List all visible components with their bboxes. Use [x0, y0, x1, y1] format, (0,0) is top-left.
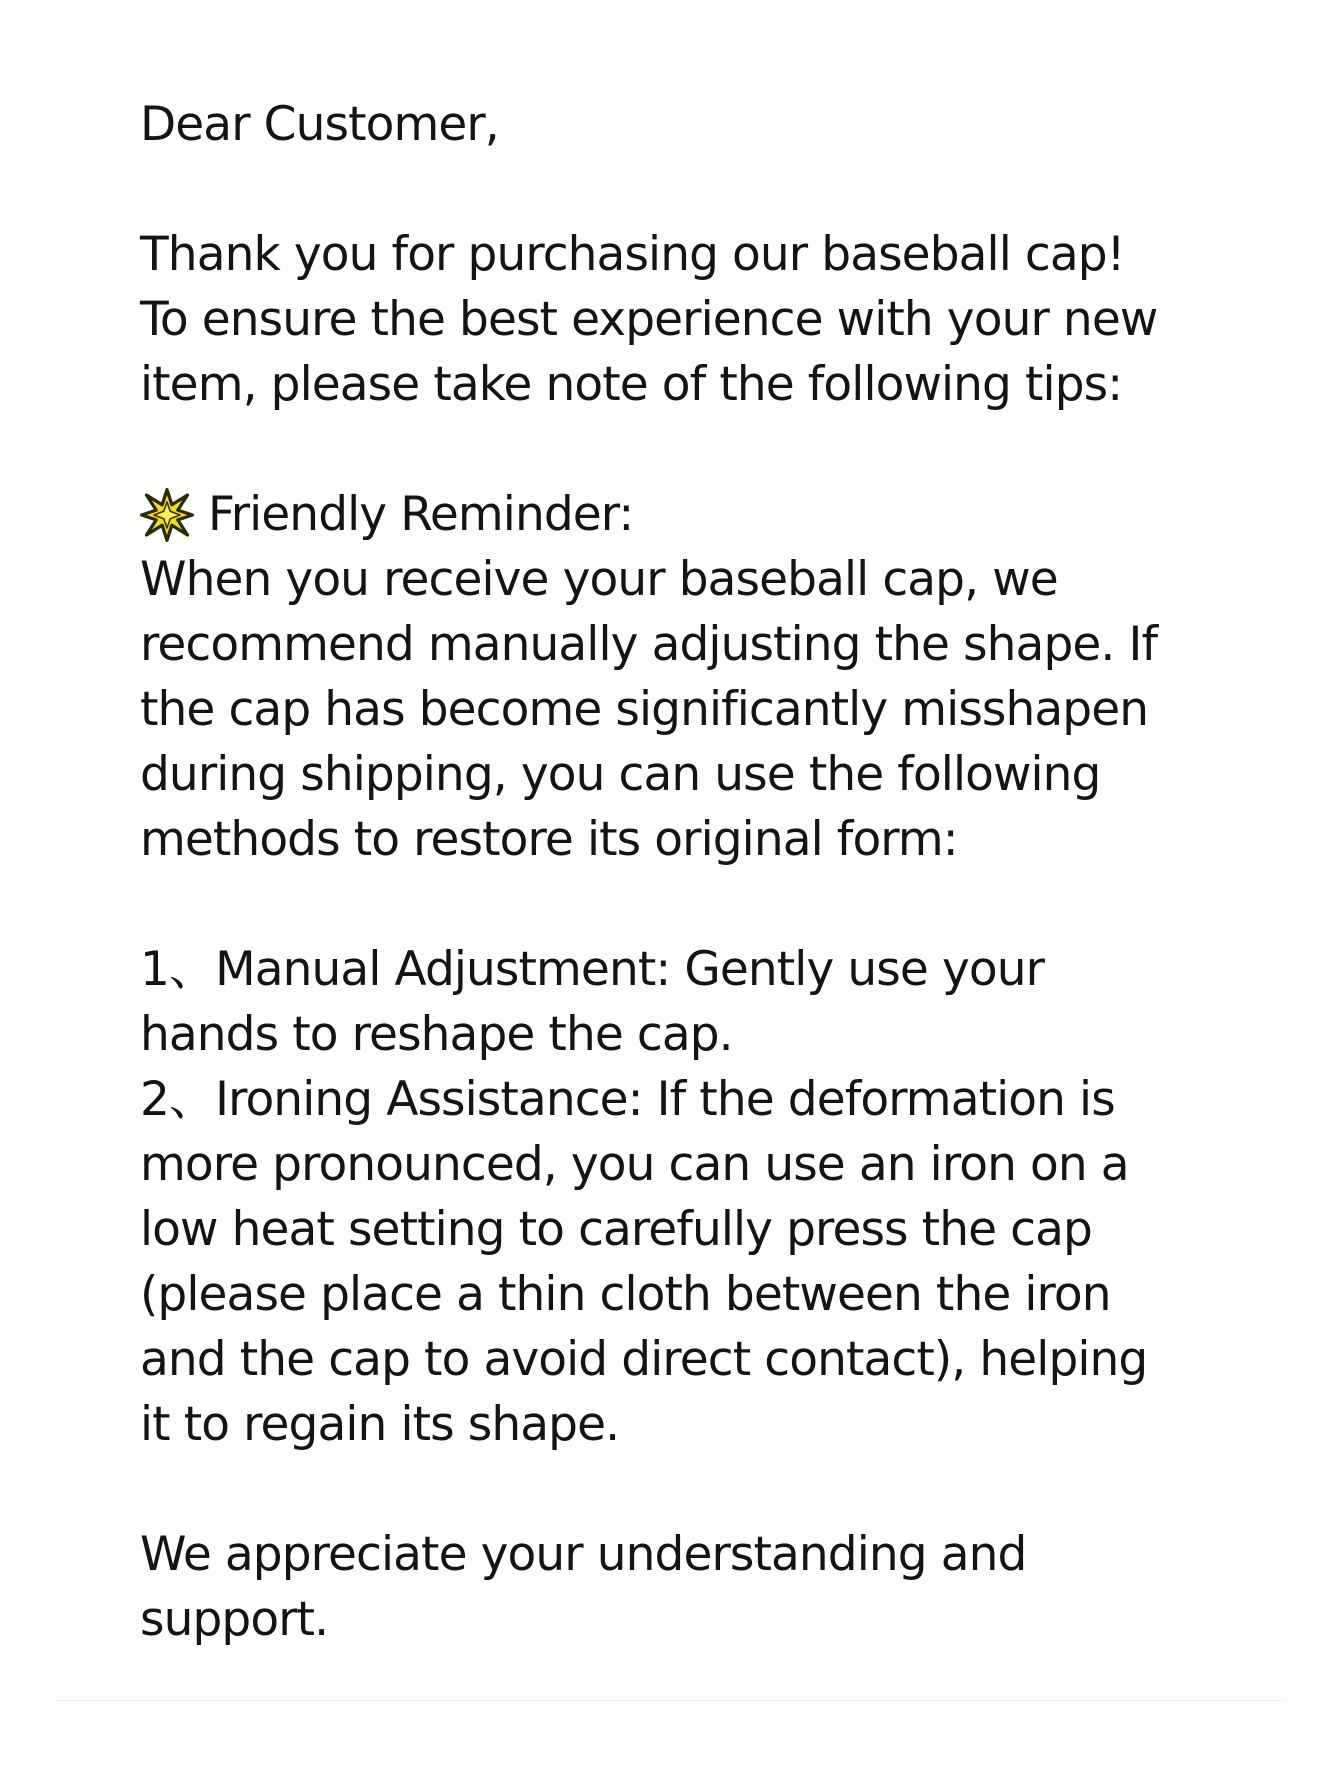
- intro-line: Thank you for purchasing our baseball cap!: [140, 227, 1125, 282]
- letter-body: [140, 92, 1220, 1652]
- tip-ironing-assistance: [140, 1067, 1220, 1457]
- reminder-line: during shipping, you can use the following: [140, 747, 1101, 802]
- greeting: Dear Customer,: [140, 97, 499, 152]
- tip-line: more pronounced, you can use an iron on a: [140, 1137, 1129, 1192]
- paragraph-gap: [140, 157, 1220, 222]
- tip-line: (please place a thin cloth between the iron: [140, 1267, 1111, 1322]
- paragraph-gap: [140, 872, 1220, 937]
- tip-manual-adjustment: [140, 937, 1220, 1067]
- sparkle-star-icon: [140, 488, 194, 542]
- intro-line: item, please take note of the following tips:: [140, 357, 1123, 412]
- intro-paragraph: [140, 222, 1220, 417]
- reminder-section: [140, 482, 1220, 872]
- intro-line: To ensure the best experience with your new: [140, 292, 1158, 347]
- reminder-line: the cap has become significantly misshapen: [140, 682, 1149, 737]
- tip-line: and the cap to avoid direct contact), helping: [140, 1332, 1148, 1387]
- tip-line: hands to reshape the cap.: [140, 1007, 733, 1062]
- reminder-line: recommend manually adjusting the shape. If: [140, 617, 1158, 672]
- bottom-divider: [55, 1700, 1285, 1701]
- closing-line: We appreciate your understanding and: [140, 1527, 1027, 1582]
- tips-list: [140, 937, 1220, 1457]
- tip-line: 2、Ironing Assistance: If the deformation is: [140, 1072, 1115, 1127]
- closing-line: support.: [140, 1592, 329, 1647]
- tip-line: low heat setting to carefully press the cap: [140, 1202, 1092, 1257]
- reminder-line: When you receive your baseball cap, we: [140, 552, 1058, 607]
- reminder-heading: [140, 482, 1220, 547]
- paragraph-gap: [140, 1457, 1220, 1522]
- paragraph-gap: [140, 417, 1220, 482]
- tip-line: 1、Manual Adjustment: Gently use your: [140, 942, 1045, 997]
- tip-line: it to regain its shape.: [140, 1397, 620, 1452]
- closing-paragraph: [140, 1522, 1220, 1652]
- reminder-line: methods to restore its original form:: [140, 812, 958, 867]
- reminder-title: Friendly Reminder:: [208, 487, 634, 542]
